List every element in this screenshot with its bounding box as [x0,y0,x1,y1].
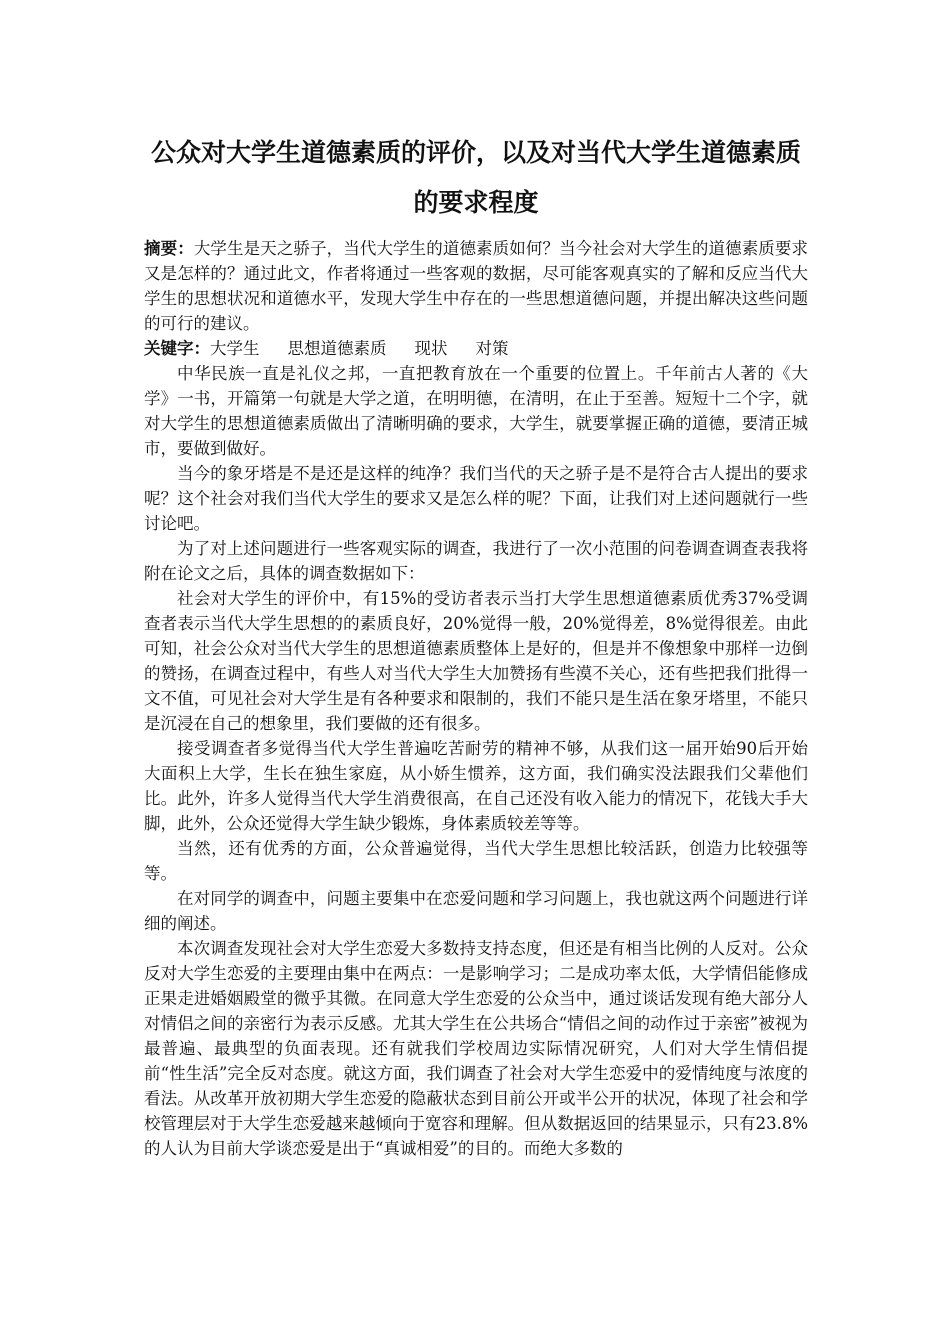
body-paragraph: 当今的象牙塔是不是还是这样的纯净？我们当代的天之骄子是不是符合古人提出的要求呢？这个社会对我们当代大学生的要求又是怎么样的呢？下面，让我们对上述问题就行一些讨论吧。 [144,464,808,533]
keyword: 大学生 [210,339,260,358]
keywords-label: 关键字： [144,339,210,358]
abstract-text: 大学生是天之骄子，当代大学生的道德素质如何？当今社会对大学生的道德素质要求又是怎样的？通过此文，作者将通过一些客观的数据，尽可能客观真实的了解和反应当代大学生的思想状况和道德水平，发现大学生中存在的一些思想道德问题，并提出解决这些问题的可行的建议。 [144,239,809,333]
document-page [144,128,808,1161]
abstract [144,236,808,336]
abstract-label: 摘要： [144,239,194,258]
body-paragraph: 当然，还有优秀的方面，公众普遍觉得，当代大学生思想比较活跃，创造力比较强等等。 [144,839,808,883]
body-paragraph: 接受调查者多觉得当代大学生普遍吃苦耐劳的精神不够，从我们这一届开始90后开始大面积上大学，生长在独生家庭，从小娇生惯养，这方面，我们确实没法跟我们父辈他们比。此外，许多人觉得当代大学生消费很高，在自己还没有收入能力的情况下，花钱大手大脚，此外，公众还觉得大学生缺少锻炼，身体素质较差等等。 [144,739,808,833]
keyword: 思想道德素质 [287,339,387,358]
document-title [144,128,808,228]
keyword: 对策 [475,339,509,358]
keyword: 现状 [414,339,448,358]
title-line-1: 公众对大学生道德素质的评价，以及对当代大学生道德素质 [150,138,801,167]
body-paragraph: 本次调查发现社会对大学生恋爱大多数持支持态度，但还是有相当比例的人反对。公众反对大学生恋爱的主要理由集中在两点：一是影响学习；二是成功率太低，大学情侣能修成正果走进婚姻殿堂的微乎其微。在同意大学生恋爱的公众当中，通过谈话发现有绝大部分人对情侣之间的亲密行为表示反感。尤其大学生在公共场合“情侣之间的动作过于亲密”被视为最普遍、最典型的负面表现。还有就我们学校周边实际情况研究，人们对大学生情侣提前“性生活”完全反对态度。就这方面，我们调查了社会对大学生恋爱中的爱情纯度与浓度的看法。从改革开放初期大学生恋爱的隐蔽状态到目前公开或半公开的状况，体现了社会和学校管理层对于大学生恋爱越来越倾向于宽容和理解。但从数据返回的结果显示，只有23.8%的人认为目前大学谈恋爱是出于“真诚相爱”的目的。而绝大多数的 [144,939,808,1158]
body-paragraph: 为了对上述问题进行一些客观实际的调查，我进行了一次小范围的问卷调查调查表我将附在论文之后，具体的调查数据如下： [144,539,808,583]
keywords [144,336,808,361]
body-paragraph: 中华民族一直是礼仪之邦，一直把教育放在一个重要的位置上。千年前古人著的《大学》一书，开篇第一句就是大学之道，在明明德，在清明，在止于至善。短短十二个字，就对大学生的思想道德素质做出了清晰明确的要求，大学生，就要掌握正确的道德，要清正城市，要做到做好。 [144,364,808,458]
title-line-2: 的要求程度 [413,188,539,217]
body-paragraph: 在对同学的调查中，问题主要集中在恋爱问题和学习问题上，我也就这两个问题进行详细的阐述。 [144,889,808,933]
body-paragraph: 社会对大学生的评价中，有15%的受访者表示当打大学生思想道德素质优秀37%受调查者表示当代大学生思想的的素质良好，20%觉得一般，20%觉得差，8%觉得很差。由此可知，社会公众对当代大学生的思想道德素质整体上是好的，但是并不像想象中那样一边倒的赞扬，在调查过程中，有些人对当代大学生大加赞扬有些漠不关心，还有些把我们批得一文不值，可见社会对大学生是有各种要求和限制的，我们不能只是生活在象牙塔里，不能只是沉浸在自己的想象里，我们要做的还有很多。 [144,589,808,733]
